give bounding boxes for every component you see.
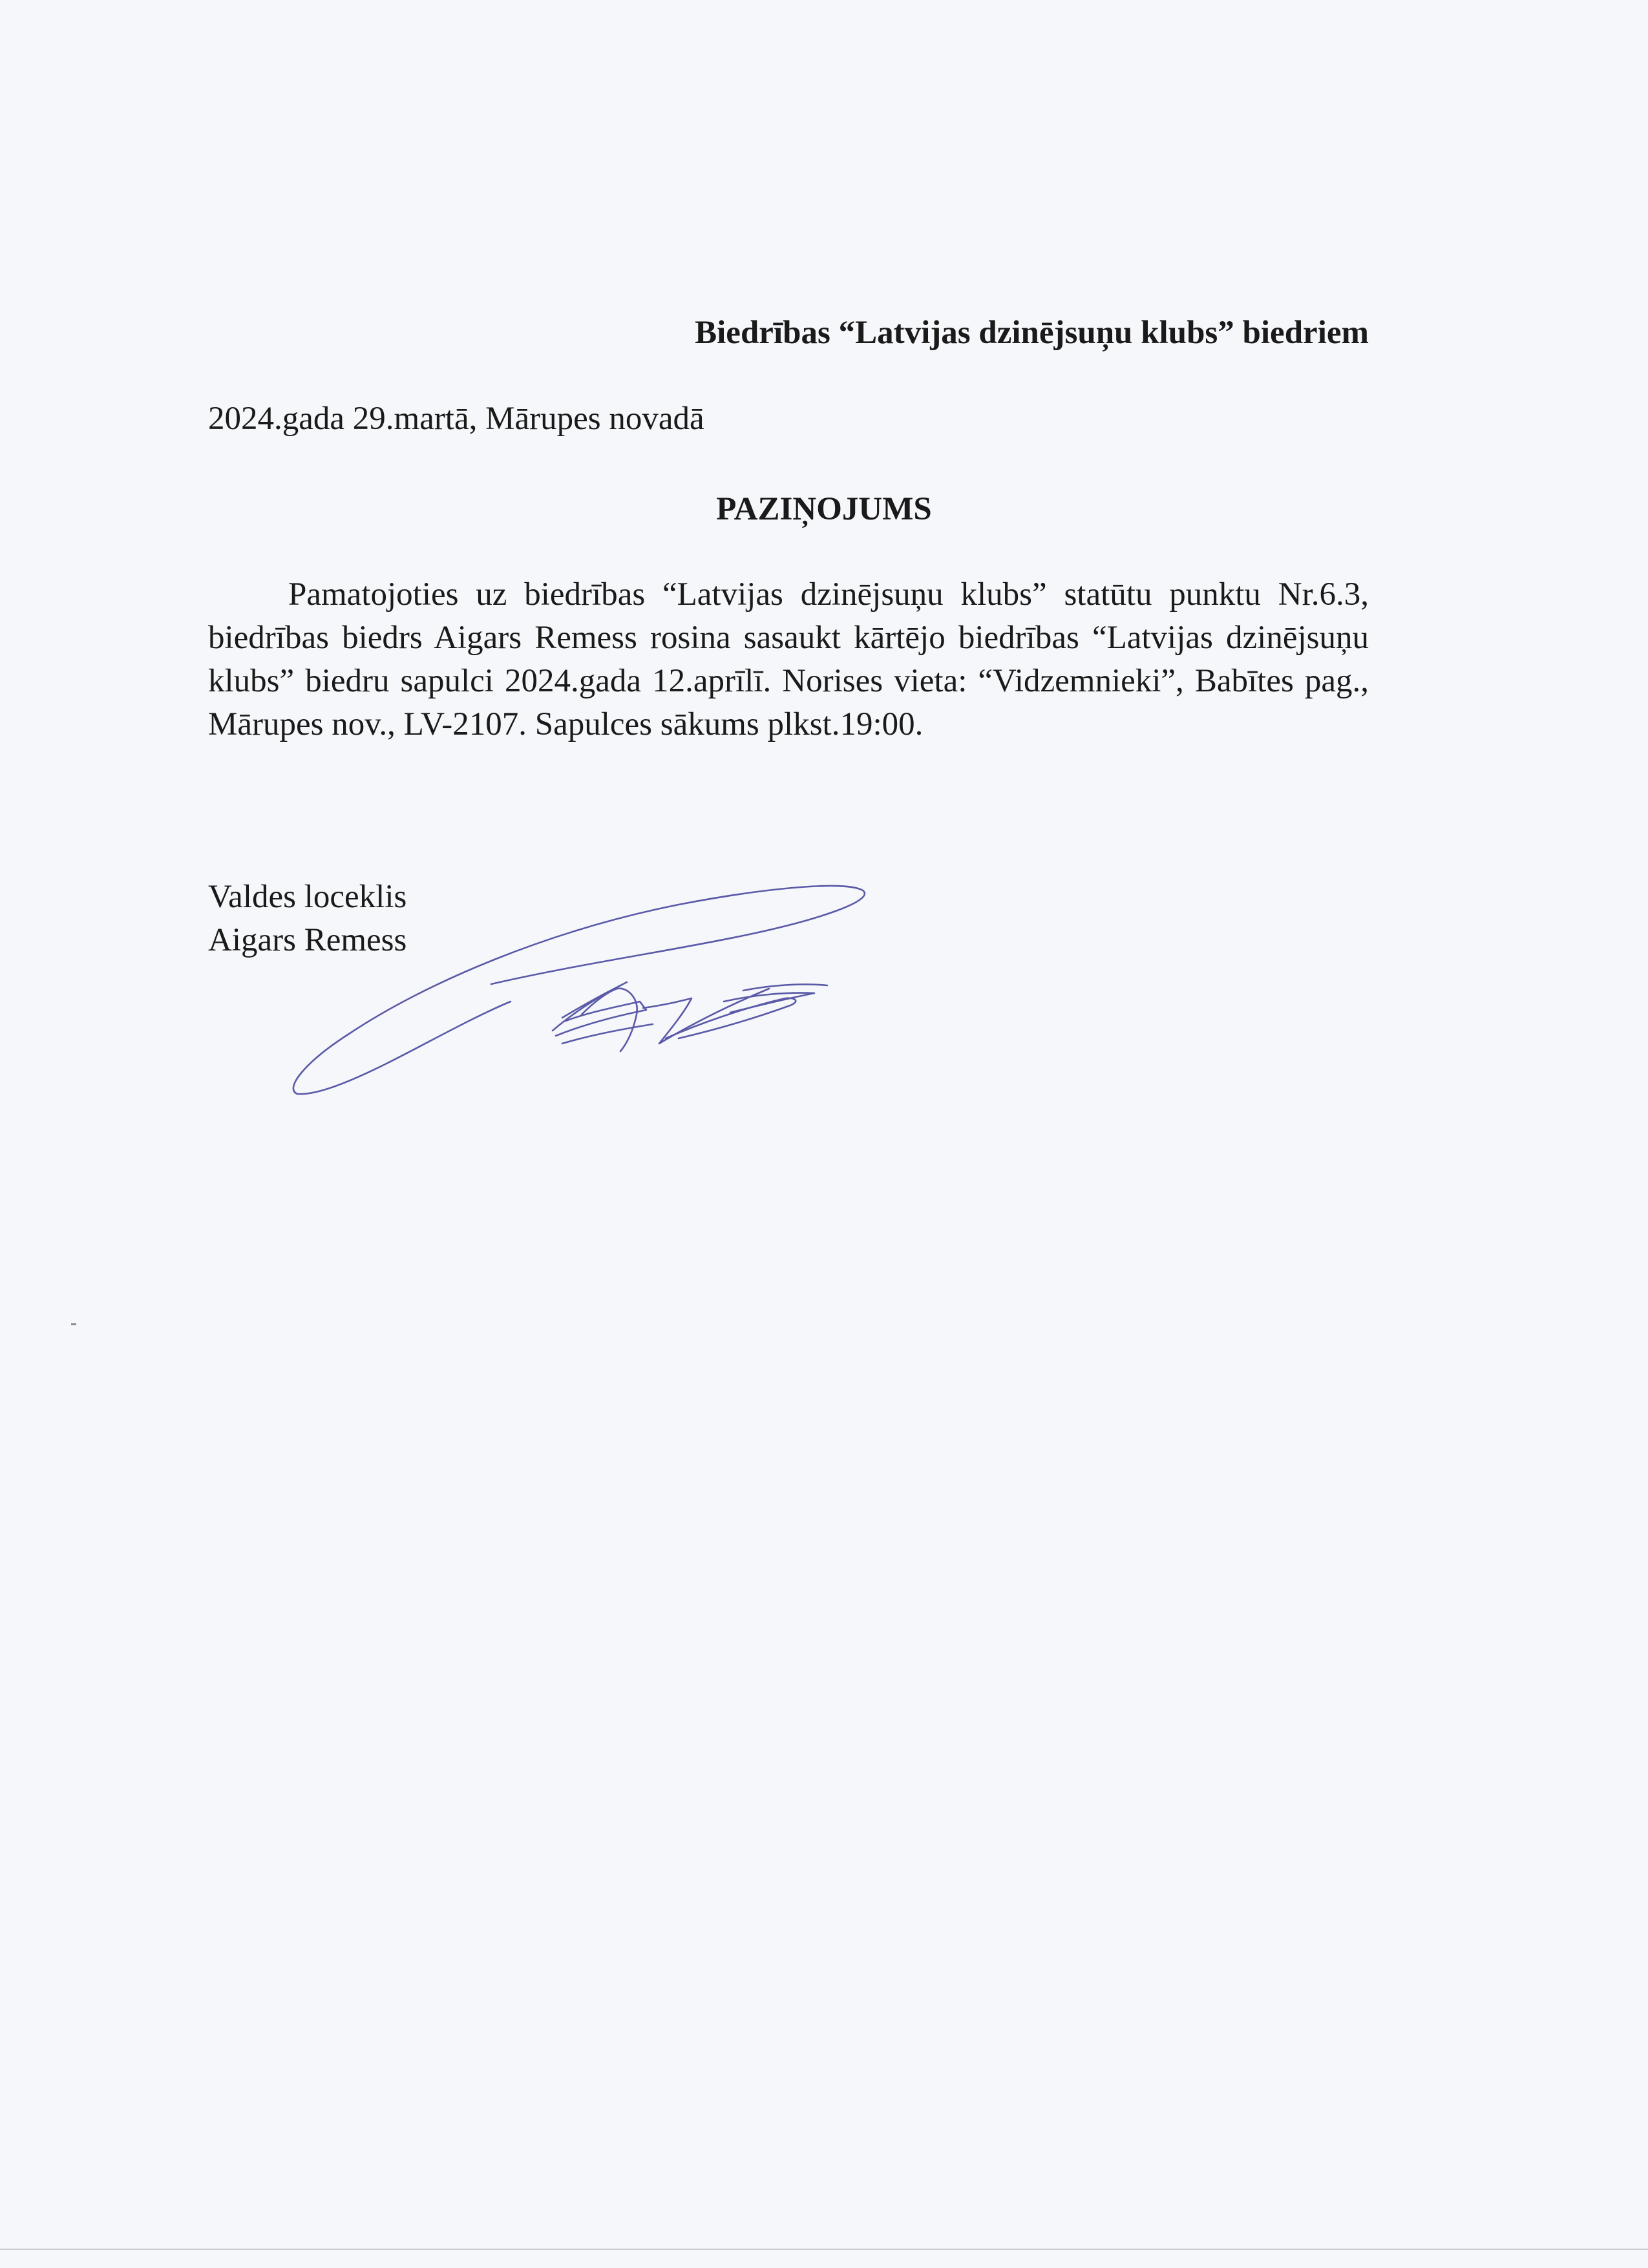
handwritten-signature [278, 869, 885, 1102]
signatory-name: Aigars Remess [208, 922, 407, 958]
scan-edge-line [0, 2249, 1648, 2250]
date-place-line: 2024.gada 29.martā, Mārupes novadā [208, 401, 704, 437]
body-paragraph: Pamatojoties uz biedrības “Latvijas dzinējsuņu klubs” statūtu punktu Nr.6.3, biedrības biedrs Aigars Remess rosina sasaukt kārtējo biedrības “Latvijas dzinējsuņu klubs” biedru sapulci 2024.gada 12.aprīlī. Norises vieta: “Vidzemnieki”, Babītes pag., Mārupes nov., LV-2107. Sapulces sākums plkst.19:00. [208, 576, 1369, 742]
document-title: PAZIŅOJUMS [716, 491, 932, 527]
addressee-line: Biedrības “Latvijas dzinējsuņu klubs” biedriem [695, 315, 1369, 351]
signatory-role: Valdes loceklis [208, 879, 407, 915]
scan-speck [71, 1323, 76, 1325]
